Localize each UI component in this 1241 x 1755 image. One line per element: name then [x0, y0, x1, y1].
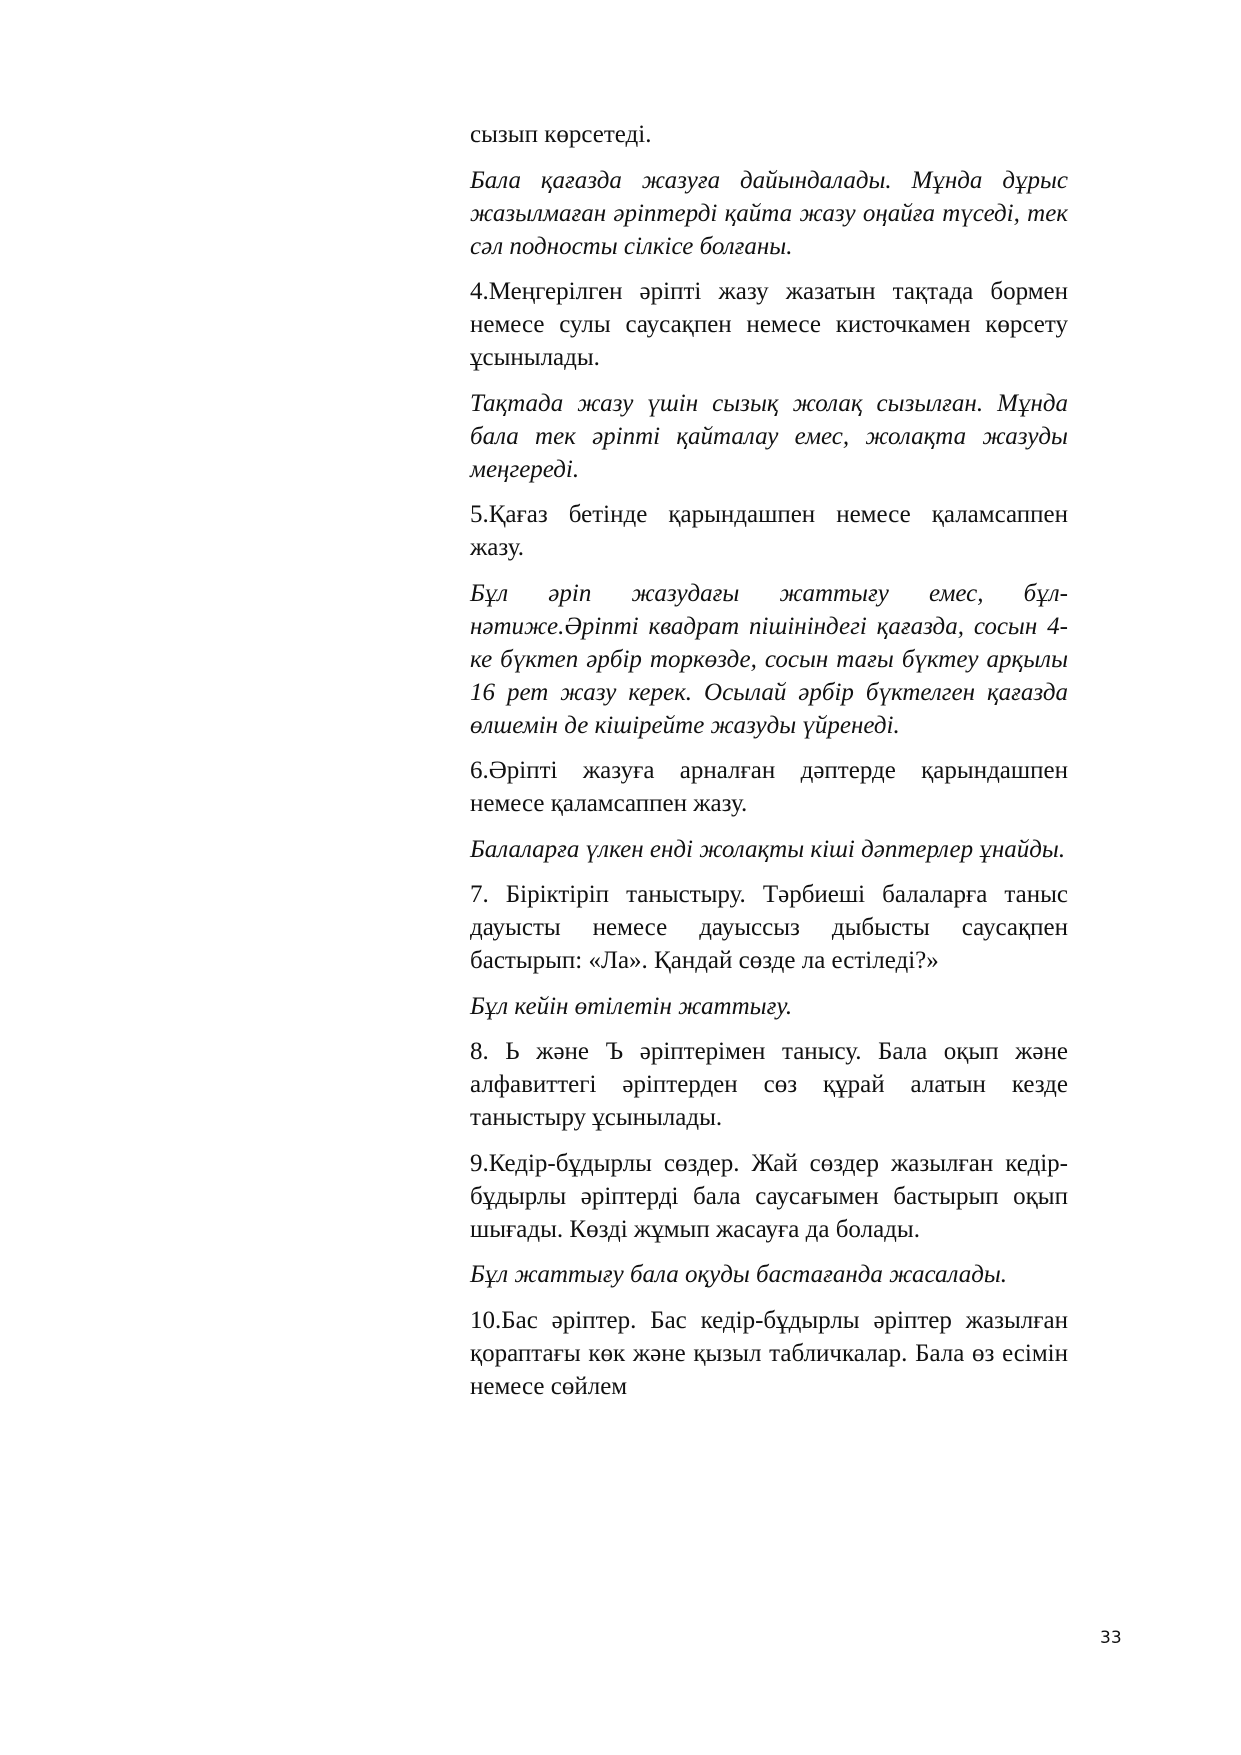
paragraph-note: Бұл әріп жазудағы жаттығу емес, бұл- нәтиже.Әріпті квадрат пішініндегі қағазда, сосын 4-ке бүктеп әрбір торкөзде, сосын тағы бүктеу арқылы 16 рет жазу керек. Осылай әрбір бүктелген қағазда өлшемін де кішірейте жазуды үйренеді. [470, 579, 1068, 739]
paragraph-note: Балаларға үлкен енді жолақты кіші дәптерлер ұнайды. [470, 835, 1066, 863]
paragraph-note: Бала қағазда жазуға дайындалады. Мұнда дұрыс жазылмаған әріптерді қайта жазу оңайға түседі, тек сәл подносты сілкісе болғаны. [470, 166, 1068, 260]
paragraph-continuation: сызып көрсетеді. [470, 121, 652, 148]
paragraph-step-9: 9.Кедір-бұдырлы сөздер. Жай сөздер жазылған кедір-бұдырлы әріптерді бала саусағымен бастырып оқып шығады. Көзді жұмып жасауға да болады. [470, 1149, 1068, 1243]
paragraph-step-8: 8. Ь және Ъ әріптерімен танысу. Бала оқып және алфавиттегі әріптерден сөз құрай алатын кезде таныстыру ұсынылады. [470, 1038, 1068, 1131]
paragraph-note: Бұл жаттығу бала оқуды бастағанда жасалады. [470, 1261, 1008, 1288]
text-column [470, 118, 1068, 1415]
paragraph-note: Бұл кейін өтілетін жаттығу. [470, 992, 793, 1020]
paragraph-step-10: 10.Бас әріптер. Бас кедір-бұдырлы әріптер жазылған қораптағы көк және қызыл табличкалар. Бала өз есімін немесе сөйлем [470, 1306, 1068, 1400]
paragraph-note: Тақтада жазу үшін сызық жолақ сызылған. Мұнда бала тек әріпті қайталау емес, жолақта жазуды меңгереді. [470, 389, 1068, 483]
page-number: 33 [1100, 1628, 1122, 1648]
paragraph-step-5: 5.Қағаз бетінде қарындашпен немесе қаламсаппен жазу. [470, 501, 1068, 561]
paragraph-step-4: 4.Меңгерілген әріпті жазу жазатын тақтада бормен немесе сулы саусақпен немесе кисточкамен көрсету ұсынылады. [470, 278, 1068, 371]
paragraph-step-6: 6.Әріпті жазуға арналған дәптерде қарындашпен немесе қаламсаппен жазу. [470, 757, 1068, 817]
paragraph-step-7: 7. Біріктіріп таныстыру. Тәрбиеші балаларға таныс дауысты немесе дауыссыз дыбысты саусақпен бастырып: «Ла». Қандай сөзде ла естіледі?» [470, 881, 1068, 974]
